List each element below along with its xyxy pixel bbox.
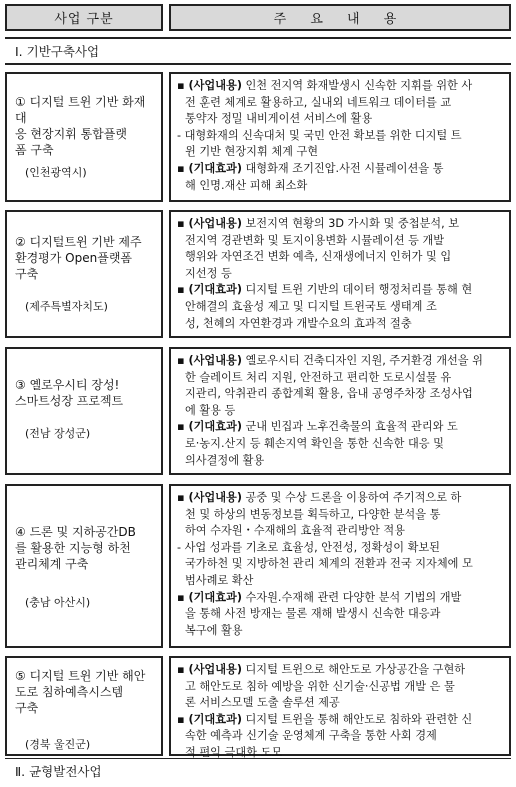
content-line	[177, 523, 501, 540]
content-text: 군내 빈집과 노후건축물의 효율적 관리와 도	[241, 420, 458, 434]
project-title-line: 구축	[15, 701, 39, 715]
content-text: - 사업 성과를 기초로 효율성, 안전성, 정확성이 확보된	[177, 540, 440, 554]
project-title-line: 환경평가 Open플랫폼	[15, 251, 133, 265]
project-category-cell	[5, 484, 163, 648]
content-text: 공중 및 수상 드론을 이용하여 주기적으로 하	[241, 491, 462, 504]
content-line	[177, 436, 501, 453]
content-text: 복구에 활용	[185, 623, 243, 637]
content-text: 보전지역 현황의 3D 가시화 및 중첩분석, 보	[241, 217, 460, 230]
project-location: (제주특별자치도)	[25, 300, 108, 313]
section-title-balanced-development: Ⅱ. 균형발전사업	[5, 758, 511, 782]
content-label: ▪ (사업내용)	[177, 79, 242, 92]
content-line	[177, 453, 501, 470]
project-content-cell	[169, 72, 511, 202]
project-category-cell	[5, 656, 163, 756]
content-text: 디지털 트윈을 통해 해안도로 침하와 관련한 신	[241, 712, 473, 726]
content-text: 디지털 트윈 기반의 데이터 행정처리를 통해 현	[241, 283, 473, 297]
content-line	[177, 386, 501, 403]
project-title-line: 스마트성장 프로젝트	[15, 394, 124, 408]
project-content-cell	[169, 484, 511, 648]
content-text: 국가하천 및 지방하천 관리 체계의 전환과 전국 지자체에 모	[185, 557, 473, 571]
project-title-line: 를 활용한 지능형 하천	[15, 541, 131, 555]
content-label: ▪ (기대효과)	[177, 420, 242, 434]
project-title	[15, 668, 155, 716]
content-line	[177, 679, 501, 696]
project-title-line: 관리체계 구축	[15, 557, 89, 571]
content-line	[177, 662, 501, 679]
content-text: 수자원.수재해 관련 다양한 분석 기법의 개발	[241, 590, 462, 604]
project-content-cell	[169, 210, 511, 338]
content-text: 대형화재 조기진압.사전 시뮬레이션을 통	[241, 161, 444, 175]
business-table	[5, 4, 511, 65]
content-line	[177, 161, 501, 178]
content-line	[177, 573, 501, 590]
content-line	[177, 590, 501, 607]
content-line	[177, 507, 501, 524]
project-category-cell	[5, 347, 163, 475]
project-title-line: ③ 옐로우시티 장성!	[15, 378, 120, 392]
content-line	[177, 299, 501, 316]
content-text: 을 통해 사전 방재는 물론 재해 발생시 신속한 대응과	[185, 607, 441, 621]
content-line	[177, 144, 501, 161]
content-label: ▪ (사업내용)	[177, 217, 242, 230]
project-title-line: ⑤ 디지털 트윈 기반 해안	[15, 669, 146, 683]
content-text: 한 슬레이트 처리 지원, 안전하고 편리한 도로시설물 유	[185, 370, 452, 384]
project-location: (전남 장성군)	[25, 427, 91, 440]
project-category-cell	[5, 72, 163, 202]
content-line	[177, 266, 501, 283]
content-text: 적 편익 극대화 도모	[185, 745, 283, 759]
project-title-line: ④ 드론 및 지하공간DB	[15, 525, 136, 539]
content-text: 통약자 정밀 내비게이션 서비스에 활용	[185, 112, 373, 126]
content-label: ▪ (사업내용)	[177, 663, 242, 676]
content-text: 속한 예측과 신기술 운영체계 구축을 통한 사회 경제	[185, 729, 437, 743]
content-line	[177, 128, 501, 145]
project-location: (경북 울진군)	[25, 738, 91, 751]
content-line	[177, 233, 501, 250]
content-line	[177, 540, 501, 557]
project-row	[5, 656, 511, 759]
content-text: 론 서비스모델 도출 솔루션 제공	[185, 696, 340, 710]
content-line	[177, 282, 501, 299]
content-label: ▪ (기대효과)	[177, 712, 242, 726]
project-content-cell	[169, 656, 511, 759]
content-text: 범사례로 확산	[185, 573, 254, 587]
project-title	[15, 377, 155, 409]
content-text: 지선정 등	[185, 266, 232, 280]
content-text: 전지역 경관변화 및 토지이용변화 시뮬레이션 등 개발	[185, 233, 445, 247]
content-line	[177, 216, 501, 233]
content-label: ▪ (기대효과)	[177, 161, 242, 175]
content-line	[177, 111, 501, 128]
section-title-infrastructure: Ⅰ. 기반구축사업	[5, 37, 511, 65]
content-text: 천 및 하상의 변동정보를 획득하고, 다양한 분석을 통	[185, 507, 441, 521]
project-row	[5, 347, 511, 475]
content-line	[177, 623, 501, 640]
content-line	[177, 178, 501, 195]
content-text: 지관리, 악취관리 종합계획 활용, 읍내 공영주차장 조성사업	[185, 387, 473, 401]
content-text: 에 활용 등	[185, 403, 236, 417]
content-text: 의사결정에 활용	[185, 453, 265, 467]
project-row	[5, 72, 511, 202]
content-label: ▪ (사업내용)	[177, 491, 242, 504]
content-line	[177, 249, 501, 266]
project-title-line: 도로 침하예측시스템	[15, 685, 124, 699]
project-title	[15, 524, 155, 572]
project-row	[5, 484, 511, 648]
content-line	[177, 316, 501, 333]
content-label: ▪ (기대효과)	[177, 590, 242, 604]
project-row	[5, 210, 511, 338]
content-text: 고 해안도로 침하 예방을 위한 신기술·신공법 개발 은 물	[185, 679, 455, 693]
content-line	[177, 556, 501, 573]
content-label: ▪ (기대효과)	[177, 283, 242, 297]
content-text: 옐로우시티 건축디자인 지원, 주거환경 개선을 위	[241, 354, 483, 367]
content-line	[177, 490, 501, 507]
content-line	[177, 370, 501, 387]
content-text: 디지털 트윈으로 해안도로 가상공간을 구현하	[241, 663, 466, 676]
content-line	[177, 95, 501, 112]
project-title-line: 구축	[15, 267, 39, 281]
project-location: (인천광역시)	[25, 166, 87, 179]
content-text: 안해결의 효율성 제고 및 디지털 트윈국토 생태계 조	[185, 299, 437, 313]
header-category: 사업 구분	[5, 4, 163, 31]
project-content-cell	[169, 347, 511, 475]
content-text: 윈 기반 현장지휘 체계 구현	[185, 145, 319, 159]
content-text: 하여 수자원・수재해의 효율적 관리방안 적용	[185, 524, 405, 538]
content-line	[177, 78, 501, 95]
project-location: (충남 아산시)	[25, 596, 91, 609]
project-title-line: ② 디지털트윈 기반 제주	[15, 235, 142, 249]
content-line	[177, 353, 501, 370]
content-text: 전 훈련 체계로 활용하고, 실내외 네트워크 데이터를 교	[185, 95, 452, 109]
project-title	[15, 234, 155, 282]
content-text: 성, 천혜의 자연환경과 개발수요의 효과적 절충	[185, 316, 412, 330]
content-text: 인천 전지역 화재발생시 신속한 지휘를 위한 사	[241, 79, 473, 92]
content-line	[177, 728, 501, 745]
content-line	[177, 606, 501, 623]
project-title-line: 폼 구축	[15, 143, 54, 157]
content-text: 해 인명.재산 피해 최소화	[185, 178, 308, 192]
project-category-cell	[5, 210, 163, 338]
table-header-row	[5, 4, 511, 31]
content-line	[177, 403, 501, 420]
header-content: 주 요 내 용	[169, 4, 511, 31]
project-title	[15, 94, 155, 158]
project-title-line: ① 디지털 트윈 기반 화재대	[15, 95, 146, 125]
content-text: 로·농지.산지 등 훼손지역 확인을 통한 신속한 대응 및	[185, 436, 444, 450]
content-text: 행위와 자연조건 변화 예측, 신재생에너지 인허가 및 입	[185, 250, 452, 264]
content-line	[177, 695, 501, 712]
project-title-line: 응 현장지휘 통합플랫	[15, 127, 127, 141]
content-line	[177, 712, 501, 729]
content-label: ▪ (사업내용)	[177, 354, 242, 367]
content-line	[177, 419, 501, 436]
content-text: - 대형화재의 신속대처 및 국민 안전 확보를 위한 디지털 트	[177, 128, 462, 142]
